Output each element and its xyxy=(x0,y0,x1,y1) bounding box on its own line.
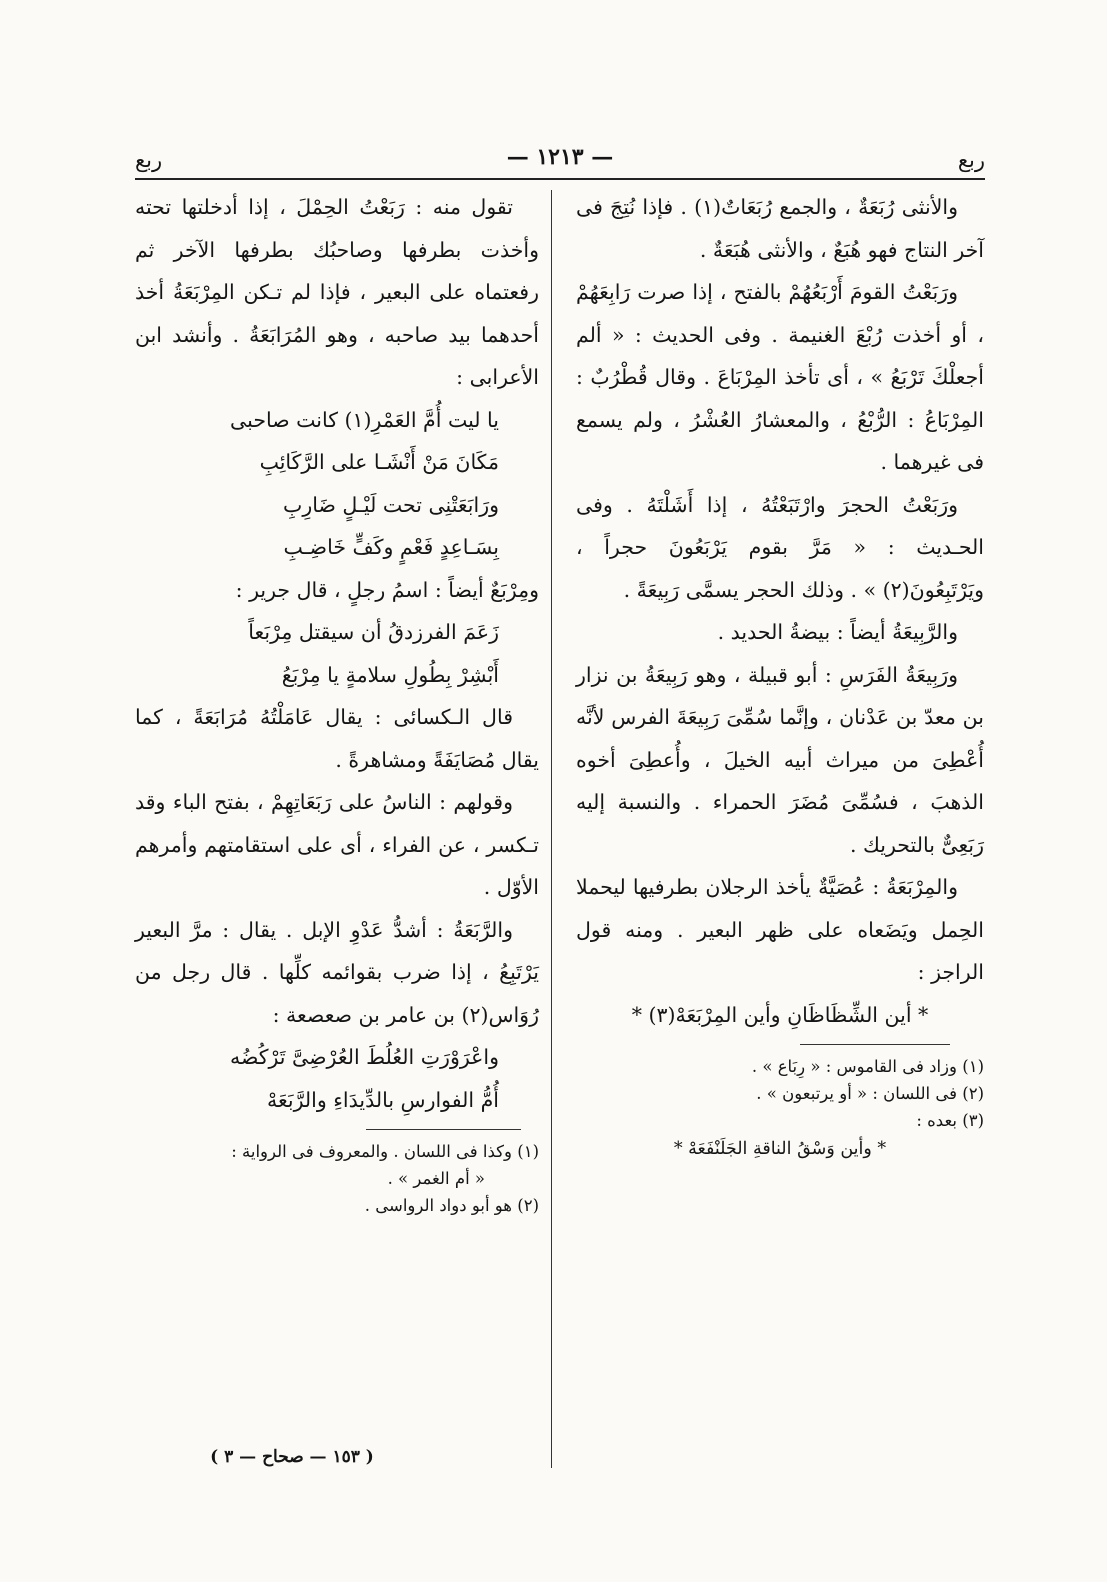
column-divider xyxy=(551,190,552,1468)
paragraph: ورَبَعْتُ القومَ أَرْبَعُهُمْ بالفتح ، إذا صرت رَابِعَهُمْ ، أو أخذت رُبْعَ الغنيمة . وفى الحديث : « ألم أجعلْكَ تَرْبَعُ » ، أى تأخذ المِرْبَاعَ . وقال قُطْرُبٌ : المِرْبَاعُ : الرُّبْعُ ، والمعشارُ العُشْرُ ، ولم يسمع فى غيرهما . xyxy=(576,280,984,474)
signature-mark: ( ١٥٣ — صحاح — ٣ ) xyxy=(210,1447,374,1467)
verse-line: بِسَـاعِدٍ فَعْمٍ وكَفٍّ خَاضِـبِ xyxy=(283,535,499,559)
verse-line: واعْرَوْرَتِ العُلُطَ العُرْضِىَّ تَرْكُضُه xyxy=(229,1045,499,1069)
footnote-verse: * وأين وَسْقُ الناقةِ الجَلَنْفَعَهْ * xyxy=(673,1139,887,1159)
footnote: (٣) بعده : xyxy=(916,1111,984,1130)
footnote: (١) وزاد فى القاموس : « رِبَاع » . xyxy=(751,1057,984,1076)
verse-line: مَكَانَ مَنْ أَنْشَـا على الرَّكَائِبِ xyxy=(259,450,499,474)
paragraph: والرَّبِيعَةُ أيضاً : بيضةُ الحديد . xyxy=(717,620,958,644)
paragraph: والرَّبَعَةُ : أشدُّ عَدْوِ الإبل . يقال : مرَّ البعير يَرْتَبِعُ ، إذا ضرب بقوائمه كلِّها . قال رجل من رُوَاس(٢) بن عامر بن صعصعة : xyxy=(135,917,539,1027)
header-root-word-left: ربع xyxy=(135,148,163,172)
page-number: — ١٢١٣ — xyxy=(506,144,614,170)
footnote-rule xyxy=(366,1129,521,1130)
paragraph: والمِرْبَعَةُ : عُصَيَّةٌ يأخذ الرجلان بطرفيها ليحملا الحِمل ويَضَعاه على ظهر البعير . ومنه قول الراجز : xyxy=(576,875,984,984)
paragraph: وقولهم : الناسُ على رَبَعَاتِهِمْ ، بفتح الباء وقد تـكسر ، عن الفراء ، أى على استقامتهم وأمرهم الأوّل . xyxy=(135,790,539,899)
verse-line: ورَابَعَتْنِى تحت لَيْـلٍ ضَارِبِ xyxy=(283,492,499,517)
footnote: (٢) هو أبو دواد الرواسى . xyxy=(364,1196,539,1215)
footnote-rule xyxy=(800,1044,950,1045)
verse-line: يا ليت أُمَّ العَمْرِ(١) كانت صاحبى xyxy=(230,407,499,432)
right-column xyxy=(576,186,984,1164)
header-rule xyxy=(135,178,985,180)
paragraph: قال الـكسائى : يقال عَامَلْتُهُ مُرَابَعَةً ، كما يقال مُصَايَفَةً ومشاهرةً . xyxy=(135,705,539,772)
paragraph: ورَبِيعَةُ الفَرَسِ : أبو قبيلة ، وهو رَبِيعَةُ بن نزار بن معدّ بن عَدْنان ، وإنَّما سُمِّىَ رَبِيعَةَ الفرس لأنَّه أُعْطِىَ من ميراث أبيه الخيلَ ، وأُعطِىَ أخوه الذهبَ ، فسُمِّىَ مُضَرَ الحمراء . والنسبة إليه رَبَعِىٌّ بالتحريك . xyxy=(576,662,984,857)
left-column xyxy=(135,186,539,1219)
paragraph: ورَبَعْتُ الحجرَ وارْتَبَعْتُهُ ، إذا أَشَلْتَهُ . وفى الحـديث : « مَرَّ بقوم يَرْبَعُونَ حجراً ، ويَرْتَبِعُونَ(٢) » . وذلك الحجر يسمَّى رَبِيعَةً . xyxy=(576,492,984,602)
footnote: (٢) فى اللسان : « أو يرتبعون » . xyxy=(756,1084,984,1103)
header-root-word-right: ربع xyxy=(957,148,985,172)
verse-line: زَعَمَ الفرزدقُ أن سيقتل مِرْبَعاً xyxy=(248,620,499,644)
footnote: (١) وكذا فى اللسان . والمعروف فى الرواية : xyxy=(231,1142,539,1161)
paragraph: ومِرْبَعٌ أيضاً : اسمُ رجلٍ ، قال جرير : xyxy=(235,577,539,602)
footnote: « أم الغمر » . xyxy=(387,1169,485,1188)
verse-line: أُمُّ الفوارسِ بالدِّيدَاءِ والرَّبَعَهْ xyxy=(267,1087,499,1112)
paragraph: تقول منه : رَبَعْتُ الحِمْلَ ، إذا أدخلتها تحته وأخذت بطرفها وصاحبُك بطرفها الآخر ثم رفعتماه على البعير ، فإذا لم تـكن المِرْبَعَةُ أخذ أحدهما بيد صاحبه ، وهو المُرَابَعَةُ . وأنشد ابن الأعرابى : xyxy=(135,195,539,389)
rajaz-verse: * أين الشِّظَاظَانِ وأين المِرْبَعَهْ(٣) * xyxy=(631,1002,929,1027)
page-header xyxy=(135,144,985,178)
verse-line: أَبْشِرْ بِطُولِ سلامةٍ يا مِرْبَعُ xyxy=(281,662,499,687)
paragraph: والأنثى رُبَعَةٌ ، والجمع رُبَعَاتٌ(١) . فإذا نُتِجَ فى آخر النتاج فهو هُبَعٌ ، والأنثى هُبَعَةٌ . xyxy=(576,195,984,262)
